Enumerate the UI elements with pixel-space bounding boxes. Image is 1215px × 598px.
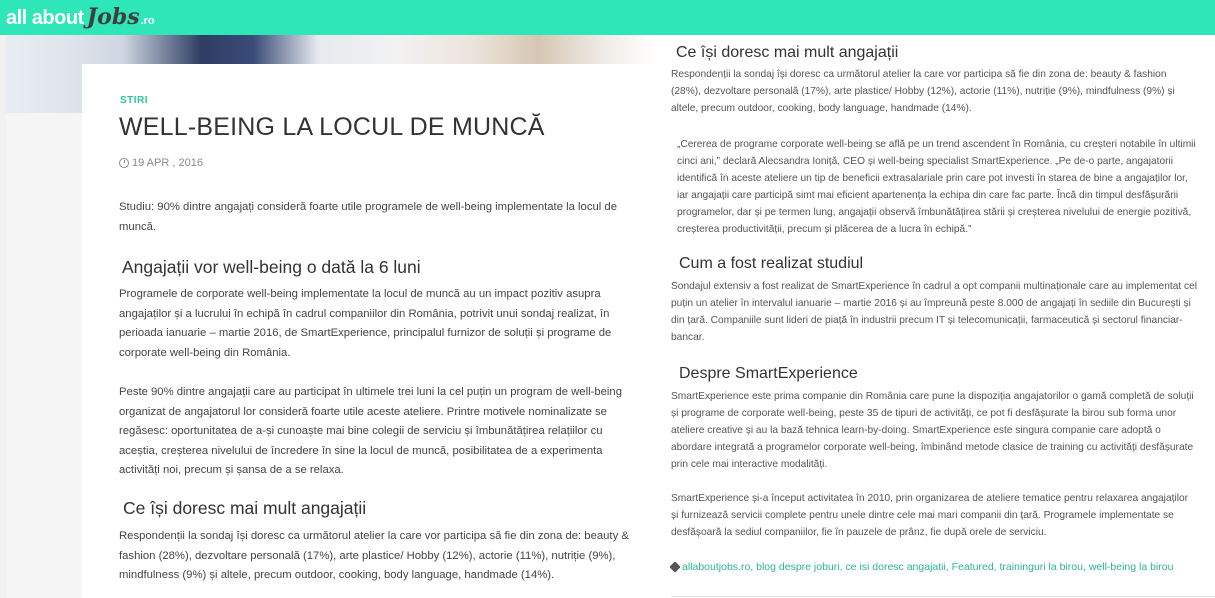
article-date <box>119 157 203 169</box>
right-paragraph-doresc: Respondenții la sondaj își doresc ca următorul atelier la care vor participa să fie din zona de: beauty & fashion (28%), dezvoltare personală (17%), arte plastice/ Hobby (12%), actorie (11%), nutriție (9%), mindfulness (9%) și altele, precum outdoor, cooking, body language, handmade (14%). <box>671 69 1175 114</box>
right-paragraph-studiu: Sondajul extensiv a fost realizat de SmartExperience în cadrul a opt companii multinaționale care au implementat cel puțin un atelier în intervalul ianuarie – martie 2016 și au împreună peste 8.000 de angajați în sediile din București și din țară. Companiile sunt lideri de piață în industrii precum IT și telecomunicații, farmaceutică și sectorul financiar-bancar. <box>671 281 1198 343</box>
article-paragraph-3: Respondenții la sondaj își doresc ca următorul atelier la care vor participa să fie din zona de: beauty & fashion (28%), dezvoltare personală (17%), arte plastice/ Hobby (12%), actorie (11%), nutriție (9%), mindfulness (9%) și altele, precum outdoor, cooking, body language, handmade (14%). <box>119 530 629 581</box>
right-paragraph-despre-2: SmartExperience și-a început activitatea în 2010, prin organizarea de ateliere tematice pentru relaxarea angajaților și furnizează servicii complete pentru unele dintre cele mai mari companii din țară. Programele implementate se desfășoară la sediul companiilor, fie în pauzele de prânz, fie după orele de serviciu. <box>671 493 1189 538</box>
tag-list <box>671 561 1173 573</box>
right-heading-despre: Despre SmartExperience <box>679 365 858 382</box>
hero-image-lower <box>6 113 82 598</box>
clock-icon <box>119 158 129 168</box>
article-paragraph-2: Peste 90% dintre angajații care au participat în ultimele trei luni la cel puțin un program de well-being organizat de angajatorul lor consideră foarte utile aceste ateliere. Printre motivele nominalizate se regăsesc: oportunitatea de a-și cunoaște mai bine colegii de serviciu și îmbunătățirea relațiilor cu aceștia, creșterea nivelului de încredere în sine la locul de muncă, posibilitatea de a experimenta activități noi, precum și șansa de a se relaxa. <box>119 386 622 476</box>
right-quote: „Cererea de programe corporate well-being se află pe un trend ascendent în România, cu creșteri notabile în ultimii cinci ani,” declară Alecsandra Ioniță, CEO și well-being specialist SmartExperience. „Pe de-o parte, angajatorii identifică în aceste ateliere un tip de beneficii extrasalariale prin care pot investi în starea de bine a angajaților lor, iar angajații care participă simt mai eficient apartenența la echipa din care fac parte. Încă din timpul desfășurării programelor, dar și pe termen lung, angajații observă îmbunătățirea stării și creșterea nivelului de energie pozitivă, creșterea productivității, precum și plăcerea de a lucra în echipă.” <box>677 139 1196 235</box>
logo-text-ro: .ro <box>140 15 155 27</box>
right-heading-doresc: Ce își doresc mai mult angajații <box>676 44 899 61</box>
top-bar <box>0 0 1215 35</box>
tag-links[interactable]: allaboutjobs.ro, blog despre joburi, ce isi doresc angajatii, Featured, traininguri la birou, well-being la birou <box>682 561 1174 573</box>
right-paragraph-despre-1: SmartExperience este prima companie din România care pune la dispoziția angajatorilor o gamă completă de soluții și programe de corporate well-being, peste 35 de tipuri de activități, ce pot fi desfășurate la birou sub forma unor ateliere creative și au la bază tehnica learn-by-doing. SmartExperience este singura companie care adoptă o abordare integrată a programelor corporate well-being, îmbinând metode clasice de training cu activități desfășurate prin cele mai interactive modalități. <box>671 391 1194 470</box>
logo-text-all-about: all about <box>6 7 84 29</box>
article-date-text: 19 APR , 2016 <box>132 157 203 169</box>
tag-icon <box>669 561 680 572</box>
logo-text-jobs: Jobs <box>86 4 140 30</box>
category-link[interactable]: STIRI <box>120 95 149 106</box>
article-paragraph-1: Programele de corporate well-being implementate la locul de muncă au un impact pozitiv asupra angajaților și a lucrului în echipă în cadrul companiilor din România, potrivit unui sondaj realizat, în perioada ianuarie – martie 2016, de SmartExperience, principalul furnizor de soluții și programe de corporate well-being din România. <box>119 288 612 359</box>
divider <box>671 596 1215 597</box>
heading-doresc: Ce își doresc mai mult angajații <box>123 498 367 518</box>
article-title: WELL-BEING LA LOCUL DE MUNCĂ <box>119 113 545 141</box>
article-intro: Studiu: 90% dintre angajați consideră foarte utile programele de well-being implementate la locul de muncă. <box>119 201 617 233</box>
site-logo[interactable] <box>6 4 155 32</box>
right-heading-studiu: Cum a fost realizat studiul <box>679 255 864 272</box>
heading-angajatii: Angajații vor well-being o dată la 6 luni <box>122 257 421 277</box>
